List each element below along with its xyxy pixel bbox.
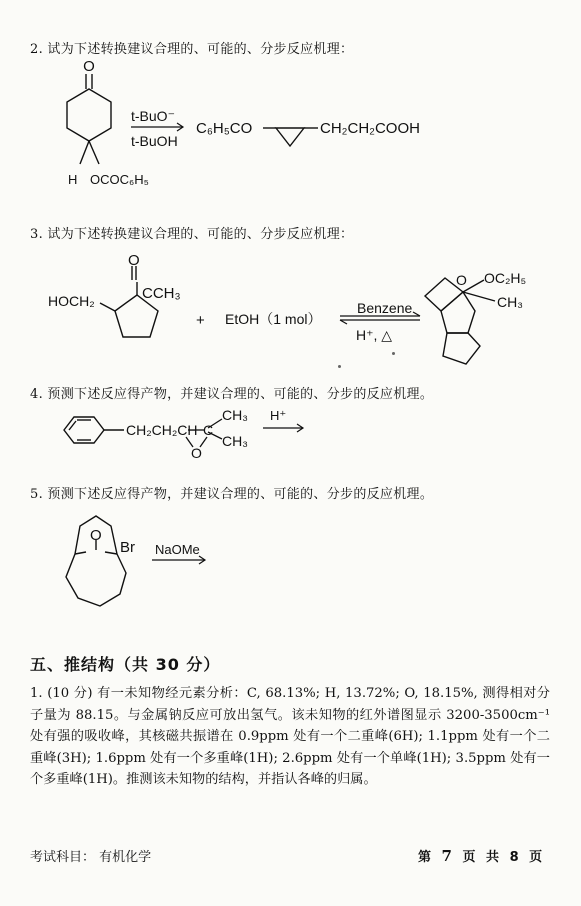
- ethanol-label: EtOH（1 mol）: [225, 311, 322, 327]
- benzene-ring: [64, 417, 124, 443]
- bromo-label: Br: [120, 539, 135, 556]
- chain-label: CH₂CH₂CH: [126, 422, 198, 438]
- question-4-scheme: [0, 400, 581, 460]
- cyclohexanone-ring: [67, 74, 111, 164]
- question-2-prompt: 2. 试为下述转换建议合理的、可能的、分步反应机理：: [30, 42, 354, 57]
- product-benzoyl-label: C₆H₅CO: [196, 120, 253, 137]
- condition-acid-heat: H⁺, △: [356, 327, 393, 343]
- reagent-tbuo: t-BuO⁻: [131, 108, 175, 124]
- question-3-prompt: 3. 试为下述转换建议合理的、可能的、分步反应机理：: [30, 227, 354, 242]
- ethoxy-label: OC₂H₅: [484, 270, 527, 286]
- page-suffix: 页 共 8 页: [462, 850, 543, 865]
- benzoate-label: OCOC₆H₅: [90, 172, 149, 187]
- condition-benzene: Benzene: [357, 300, 413, 316]
- page-prefix: 第: [418, 850, 432, 865]
- page-indicator: [418, 846, 542, 865]
- scan-speck: [338, 365, 341, 368]
- reaction-arrow: [152, 556, 205, 564]
- problem-text: 1. (10 分) 有一未知物经元素分析：C, 68.13%; H, 13.72%; O, 18.15%, 测得相对分子量为 88.15。与金属钠反应可放出氢气。该未知物的红外谱图显示 3200-3500cm⁻¹ 处有强的吸收峰，其核磁共振谱在 0.9ppm 处有一个二重峰(6H); 1.1ppm 处有一个二重峰(3H); 1.6ppm 处有一个多重峰(1H); 2.6ppm 处有一个单峰(1H); 3.5ppm 处有一个多重峰(1H)。推测该未知物的结构，并指认各峰的归属。: [30, 686, 550, 787]
- question-2-scheme: [0, 60, 581, 200]
- hydroxymethyl-label: HOCH₂: [48, 293, 95, 309]
- plus-sign: +: [196, 312, 205, 329]
- question-5-scheme: [0, 505, 581, 615]
- h-label: H: [68, 172, 78, 187]
- section-title: 五、推结构（共 30 分）: [30, 655, 221, 674]
- methyl-bottom-label: CH₃: [222, 433, 248, 449]
- product-acid-label: CH₂CH₂COOH: [320, 120, 420, 137]
- question-4-prompt: 4. 预测下述反应得产物，并建议合理的、可能的、分步的反应机理。: [30, 387, 434, 402]
- base-reagent: NaOMe: [155, 542, 200, 557]
- question-3-scheme: [0, 250, 581, 360]
- exam-subject: 考试科目： 有机化学: [30, 850, 152, 865]
- ring-o-label: O: [456, 272, 467, 288]
- acid-reagent: H⁺: [270, 408, 287, 423]
- epoxide-o-label: O: [191, 445, 202, 461]
- methyl-top-label: CH₃: [222, 407, 248, 423]
- reaction-arrow: [263, 424, 303, 432]
- reaction-arrow: [131, 123, 183, 131]
- methyl-label: CH₃: [497, 294, 523, 310]
- page-number: 7: [441, 847, 452, 865]
- cyclopropane-ring: [263, 128, 318, 146]
- bicyclic-acetal: [425, 278, 495, 364]
- quaternary-c-label: C: [203, 422, 214, 438]
- reagent-tbuoh: t-BuOH: [131, 133, 178, 149]
- acetyl-o-label: O: [128, 252, 140, 269]
- ketone-o-label: O: [90, 527, 102, 544]
- question-5-prompt: 5. 预测下述反应得产物，并建议合理的、可能的、分步的反应机理。: [30, 487, 434, 502]
- acetyl-label: CCH₃: [142, 285, 181, 302]
- ketone-o-label: O: [83, 58, 95, 75]
